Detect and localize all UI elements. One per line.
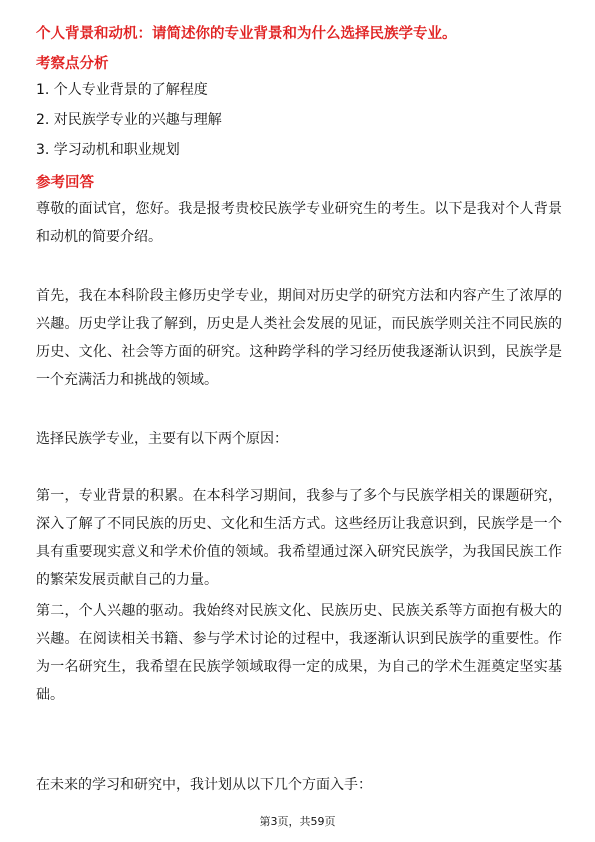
question-title: 个人背景和动机：请简述你的专业背景和为什么选择民族学专业。	[36, 26, 457, 42]
answer-paragraph: 第二，个人兴趣的驱动。我始终对民族文化、民族历史、民族关系等方面抱有极大的兴趣。在阅读相关书籍、参与学术讨论的过程中，我逐渐认识到民族学的重要性。作为一名研究生，我希望在民族学领域取得一定的成果，为自己的学术生涯奠定坚实基础。	[36, 603, 562, 703]
page-number-footer: 第3页，共59页	[259, 815, 336, 828]
analysis-item: 1. 个人专业背景的了解程度	[36, 82, 208, 98]
analysis-heading: 考察点分析	[36, 56, 109, 72]
answer-paragraph: 在未来的学习和研究中，我计划从以下几个方面入手：	[36, 777, 372, 793]
answer-paragraph: 首先，我在本科阶段主修历史学专业，期间对历史学的研究方法和内容产生了浓厚的兴趣。历史学让我了解到，历史是人类社会发展的见证，而民族学则关注不同民族的历史、文化、社会等方面的研究。这种跨学科的学习经历使我逐渐认识到，民族学是一个充满活力和挑战的领域。	[36, 288, 562, 388]
answer-paragraph: 尊敬的面试官，您好。我是报考贵校民族学专业研究生的考生。以下是我对个人背景和动机的简要介绍。	[36, 201, 562, 245]
answer-paragraph: 选择民族学专业，主要有以下两个原因：	[36, 431, 288, 447]
answer-paragraph: 第一，专业背景的积累。在本科学习期间，我参与了多个与民族学相关的课题研究，深入了解了不同民族的历史、文化和生活方式。这些经历让我意识到，民族学是一个具有重要现实意义和学术价值的领域。我希望通过深入研究民族学，为我国民族工作的繁荣发展贡献自己的力量。	[36, 488, 562, 588]
analysis-item: 3. 学习动机和职业规划	[36, 142, 180, 158]
answer-heading: 参考回答	[36, 175, 94, 191]
analysis-item: 2. 对民族学专业的兴趣与理解	[36, 112, 222, 128]
